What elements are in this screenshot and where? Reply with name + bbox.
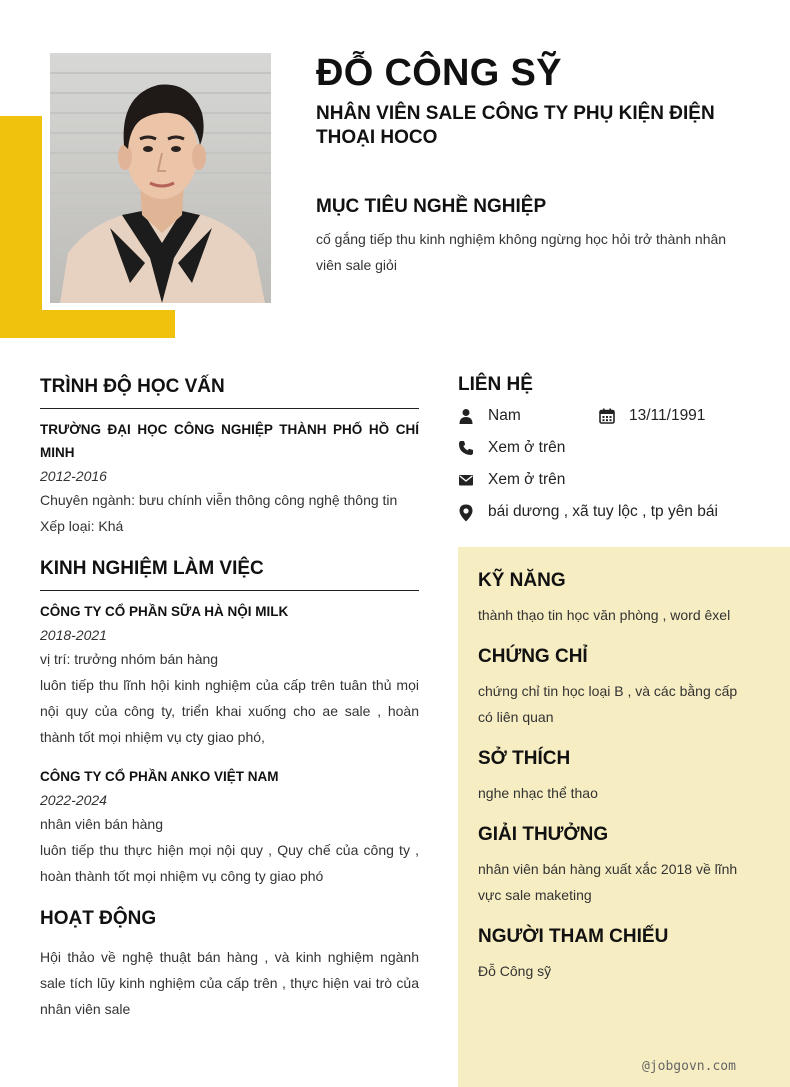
calendar-icon xyxy=(599,408,615,424)
skills-text: thành thạo tin học văn phòng , word êxel xyxy=(478,607,731,623)
education-grade: Xếp loại: Khá xyxy=(40,518,124,534)
job-title: NHÂN VIÊN SALE CÔNG TY PHỤ KIỆN ĐIỆN THOẠI HOCO xyxy=(316,103,715,148)
watermark: @jobgovn.com xyxy=(642,1059,736,1074)
education-major: Chuyên ngành: bưu chính viễn thông công nghệ thông tin xyxy=(40,492,398,508)
contact-heading: LIÊN HỆ xyxy=(458,374,533,395)
birthday-value: 13/11/1991 xyxy=(629,407,706,424)
company-name: CÔNG TY CỔ PHẦN SỮA HÀ NỘI MILK xyxy=(40,604,289,619)
education-entry xyxy=(40,418,419,539)
job-description: luôn tiếp thu thực hiện mọi nội quy , Quy chế của công ty , hoàn thành tốt mọi nhiệm vụ công ty giao phó xyxy=(40,842,419,884)
profile-photo-image xyxy=(50,53,271,303)
experience-entry xyxy=(40,765,419,889)
envelope-icon xyxy=(458,472,474,488)
address-value: bái dương , xã tuy lộc , tp yên bái xyxy=(488,503,718,520)
profile-photo xyxy=(50,53,271,303)
candidate-name: ĐỖ CÔNG SỸ xyxy=(316,52,562,94)
phone-value: Xem ở trên xyxy=(488,439,566,456)
references-heading: NGƯỜI THAM CHIẾU xyxy=(478,926,669,947)
awards-heading: GIẢI THƯỞNG xyxy=(478,824,609,845)
activities-entry xyxy=(40,944,419,1022)
side-panel xyxy=(458,547,790,1087)
company-name: CÔNG TY CỔ PHẦN ANKO VIỆT NAM xyxy=(40,769,279,784)
school-name: TRƯỜNG ĐẠI HỌC CÔNG NGHIỆP THÀNH PHỐ HỒ CHÍ MINH xyxy=(40,422,419,460)
contact-birthday xyxy=(599,404,705,428)
job-period: 2022-2024 xyxy=(40,792,107,808)
contact-phone xyxy=(458,436,565,460)
experience-divider xyxy=(40,590,419,591)
activities-heading: HOẠT ĐỘNG xyxy=(40,908,157,929)
objective-text: cố gắng tiếp thu kinh nghiệm không ngừng học hỏi trở thành nhân viên sale giỏi xyxy=(316,231,727,273)
job-role: vị trí: trưởng nhóm bán hàng xyxy=(40,651,219,667)
awards-text: nhân viên bán hàng xuất xắc 2018 về lĩnh vực sale maketing xyxy=(478,861,738,903)
education-divider xyxy=(40,408,419,409)
gender-value: Nam xyxy=(488,407,521,424)
education-heading: TRÌNH ĐỘ HỌC VẤN xyxy=(40,376,225,397)
location-pin-icon xyxy=(458,504,474,520)
references-text: Đỗ Công sỹ xyxy=(478,963,552,979)
skills-heading: KỸ NĂNG xyxy=(478,570,566,591)
job-description: luôn tiếp thu lĩnh hội kinh nghiệm của cấp trên tuân thủ mọi nội quy của công ty, triển khai xuống cho ae sale , hoàn thành tốt mọi nhiệm vụ cty giao phó, xyxy=(40,677,419,745)
certificates-heading: CHỨNG CHỈ xyxy=(478,646,588,667)
phone-icon xyxy=(458,440,474,456)
experience-entry xyxy=(40,600,419,750)
hobbies-heading: SỞ THÍCH xyxy=(478,748,571,769)
objective-heading: MỤC TIÊU NGHỀ NGHIỆP xyxy=(316,196,547,217)
hobbies-text: nghe nhạc thể thao xyxy=(478,785,598,801)
contact-address xyxy=(458,500,718,524)
activities-text: Hội thảo về nghệ thuật bán hàng , và kinh nghiệm ngành sale tích lũy kinh nghiệm của cấp trên , thực hiện vai trò của nhân viên sale xyxy=(40,949,419,1017)
job-period: 2018-2021 xyxy=(40,627,107,643)
person-icon xyxy=(458,408,474,424)
email-value: Xem ở trên xyxy=(488,471,566,488)
experience-heading: KINH NGHIỆM LÀM VIỆC xyxy=(40,558,264,579)
contact-email xyxy=(458,468,565,492)
certificates-text: chứng chỉ tin học loại B , và các bằng cấp có liên quan xyxy=(478,683,738,725)
education-period: 2012-2016 xyxy=(40,468,107,484)
accent-bar-horizontal xyxy=(0,310,175,338)
accent-bar-vertical xyxy=(0,116,42,338)
job-role: nhân viên bán hàng xyxy=(40,816,163,832)
contact-gender xyxy=(458,404,521,428)
